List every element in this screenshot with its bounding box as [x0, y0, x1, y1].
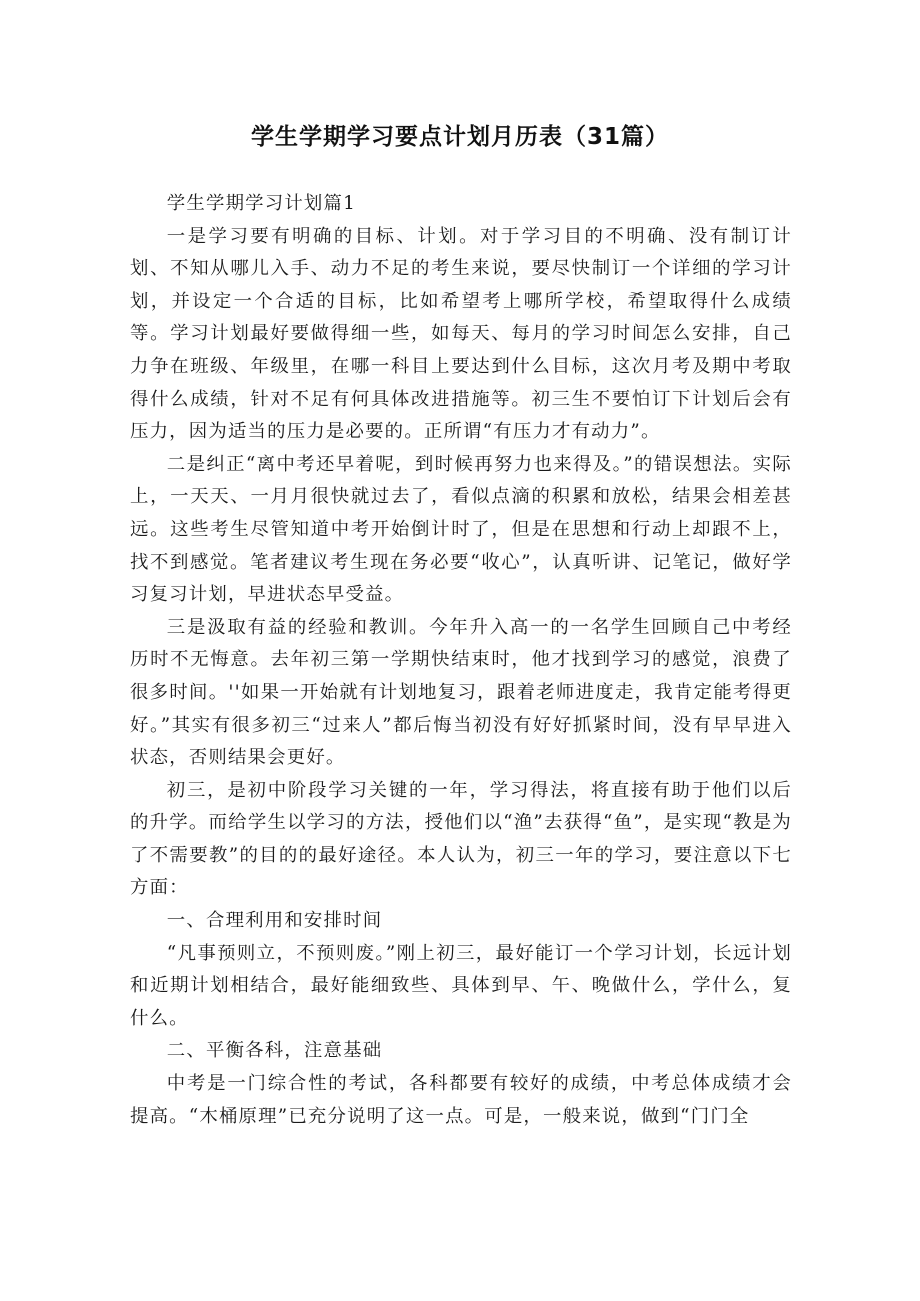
body-paragraph: 三是汲取有益的经验和教训。今年升入高一的一名学生回顾自己中考经历时不无悔意。去年初三第一学期快结束时，他才找到学习的感觉，浪费了很多时间。''如果一开始就有计划地复习，跟着老师进度走，我肯定能考得更好。”其实有很多初三“过来人”都后悔当初没有好好抓紧时间，没有早早进入状态，否则结果会更好。	[130, 616, 792, 769]
body-paragraph: 初三，是初中阶段学习关键的一年，学习得法，将直接有助于他们以后的升学。而给学生以学习的方法，授他们以“渔”去获得“鱼”，是实现“教是为了不需要教”的目的的最好途径。本人认为，初三一年的学习，要注意以下七方面：	[130, 779, 792, 899]
body-paragraph: 中考是一门综合性的考试，各科都要有较好的成绩，中考总体成绩才会提高。“木桶原理”已充分说明了这一点。可是，一般来说，做到“门门全	[130, 1073, 792, 1127]
body-paragraph: 二是纠正“离中考还早着呢，到时候再努力也来得及。”的错误想法。实际上，一天天、一月月很快就过去了，看似点滴的积累和放松，结果会相差甚远。这些考生尽管知道中考开始倒计时了，但是在思想和行动上却跟不上，找不到感觉。笔者建议考生现在务必要“收心”，认真听讲、记笔记，做好学习复习计划，早进状态早受益。	[130, 453, 792, 606]
subsection-heading: 一、合理利用和安排时间	[166, 910, 383, 932]
document-title: 学生学期学习要点计划月历表（31篇）	[250, 124, 669, 150]
subsection-heading: 二、平衡各科，注意基础	[166, 1040, 383, 1062]
body-paragraph: 一是学习要有明确的目标、计划。对于学习目的不明确、没有制订计划、不知从哪儿入手、动力不足的考生来说，要尽快制订一个详细的学习计划，并设定一个合适的目标，比如希望考上哪所学校，希望取得什么成绩等。学习计划最好要做得细一些，如每天、每月的学习时间怎么安排，自己力争在班级、年级里，在哪一科目上要达到什么目标，这次月考及期中考取得什么成绩，针对不足有何具体改进措施等。初三生不要怕订下计划后会有压力，因为适当的压力是必要的。正所谓“有压力才有动力”。	[130, 225, 792, 443]
body-paragraph: “凡事预则立，不预则废。”刚上初三，最好能订一个学习计划，长远计划和近期计划相结合，最好能细致些、具体到早、午、晚做什么，学什么，复什么。	[130, 942, 792, 1029]
document-body	[130, 188, 792, 1133]
section-heading: 学生学期学习计划篇1	[166, 193, 357, 214]
